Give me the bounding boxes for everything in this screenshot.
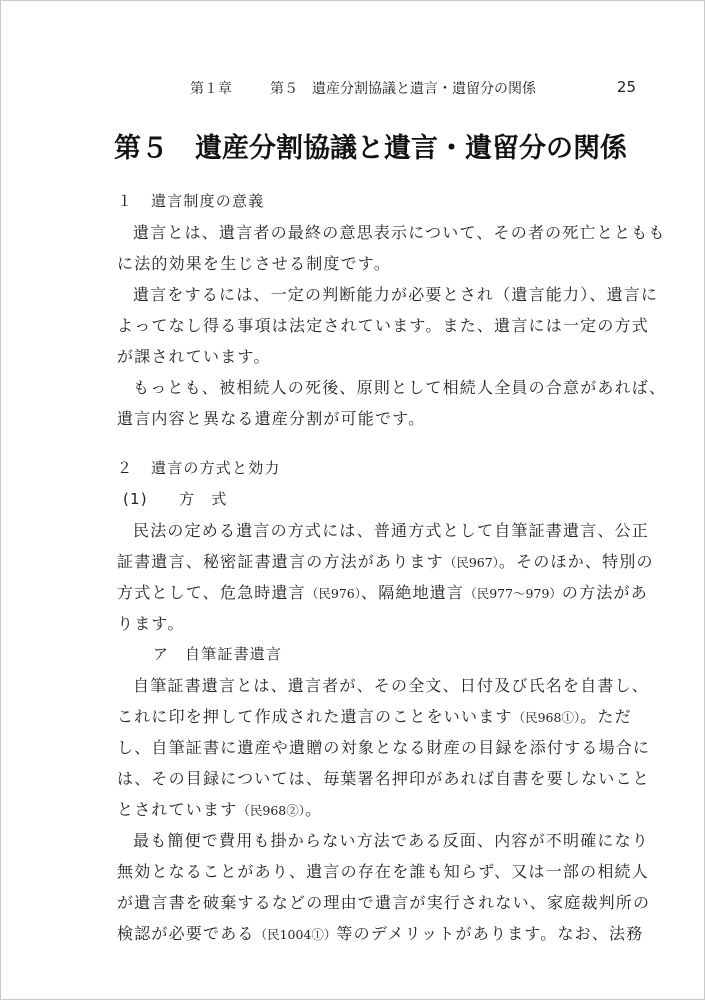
section-heading	[117, 453, 637, 484]
text-run: これに印を押して作成された遺言のことをいいます	[117, 707, 513, 726]
subsubsection-heading	[117, 639, 637, 670]
section-2	[117, 453, 654, 949]
running-header	[190, 78, 640, 100]
paragraph-line: 自筆証書遺言とは、遺言者が、その全文、日付及び氏名を自書し、	[133, 676, 650, 695]
paragraph-line	[117, 546, 654, 577]
law-reference: （民967）	[443, 555, 499, 570]
paragraph-line	[117, 577, 648, 608]
paragraph-line: 民法の定める遺言の方式には、普通方式として自筆証書遺言、公正	[133, 521, 650, 540]
paragraph-line	[117, 794, 637, 825]
subsection-number: (1)	[123, 490, 148, 508]
paragraph-line: ります。	[117, 614, 185, 633]
text-run: 。	[305, 800, 323, 819]
text-run: 方式として、危急時遺言	[117, 583, 306, 602]
text-run: 検認が必要である	[117, 924, 255, 943]
paragraph-line: 遺言とは、遺言者の最終の意思表示について、その者の死亡とともも	[133, 223, 666, 242]
text-run: 等のデメリットがあります。なお、法務	[336, 924, 644, 943]
paragraph-line: よってなし得る事項は法定されています。また、遺言には一定の方式	[117, 316, 649, 335]
subsection-heading-text: 方 式	[179, 490, 228, 508]
text-run: とされています	[117, 800, 238, 819]
law-reference: （民977〜979）	[464, 586, 562, 601]
subsection-heading	[117, 484, 637, 515]
paragraph-line	[117, 701, 637, 732]
law-reference: （民1004①）	[254, 927, 337, 942]
paragraph-line: し、自筆証書に遺産や遺贈の対象となる財産の目録を添付する場合に	[117, 738, 651, 757]
header-chapter: 第１章	[190, 81, 232, 97]
section-heading-text: 遺言の方式と効力	[151, 459, 281, 477]
section-heading-text: 遺言制度の意義	[151, 192, 265, 210]
law-reference: （民968①）	[512, 710, 581, 725]
text-run: 。そのほか、特別の	[498, 552, 654, 571]
paragraph-line: もっとも、被相続人の死後、原則として相続人全員の合意があれば、	[133, 378, 667, 397]
section-number: １	[117, 192, 134, 210]
law-reference: （民976）	[305, 586, 361, 601]
text-run: の方法があ	[561, 583, 648, 602]
subsubsection-heading-text: 自筆証書遺言	[185, 645, 283, 663]
text-run: 証書遺言、秘密証書遺言の方法があります	[117, 552, 444, 571]
header-section: 第５ 遺産分割協議と遺言・遺留分の関係	[270, 81, 536, 97]
paragraph-line: が課されています。	[117, 347, 271, 366]
paragraph-line	[117, 918, 644, 949]
subsubsection-marker: ア	[153, 645, 170, 663]
page-title: 第５ 遺産分割協議と遺言・遺留分の関係	[114, 133, 627, 164]
paragraph-line: 遺言をするには、一定の判断能力が必要とされ（遺言能力）、遺言に	[133, 285, 659, 304]
page-number: 25	[616, 78, 636, 96]
paragraph-line: に法的効果を生じさせる制度です。	[117, 254, 391, 273]
paragraph-line: 最も簡便で費用も掛からない方法である反面、内容が不明確になり	[133, 831, 650, 850]
paragraph-line: が遺言書を破棄するなどの理由で遺言が実行されない、家庭裁判所の	[117, 893, 651, 912]
text-run: 。ただ	[580, 707, 632, 726]
paragraph-line: 無効となることがあり、遺言の存在を誰も知らず、又は一部の相続人	[117, 862, 649, 881]
section-number: ２	[117, 459, 134, 477]
section-heading	[117, 186, 637, 217]
paragraph-line: は、その目録については、毎葉署名押印があれば自書を要しないこと	[117, 769, 650, 788]
text-run: 、隔絶地遺言	[361, 583, 465, 602]
paragraph-line: 遺言内容と異なる遺産分割が可能です。	[117, 409, 426, 428]
section-1	[117, 186, 667, 434]
law-reference: （民968②）	[237, 803, 306, 818]
